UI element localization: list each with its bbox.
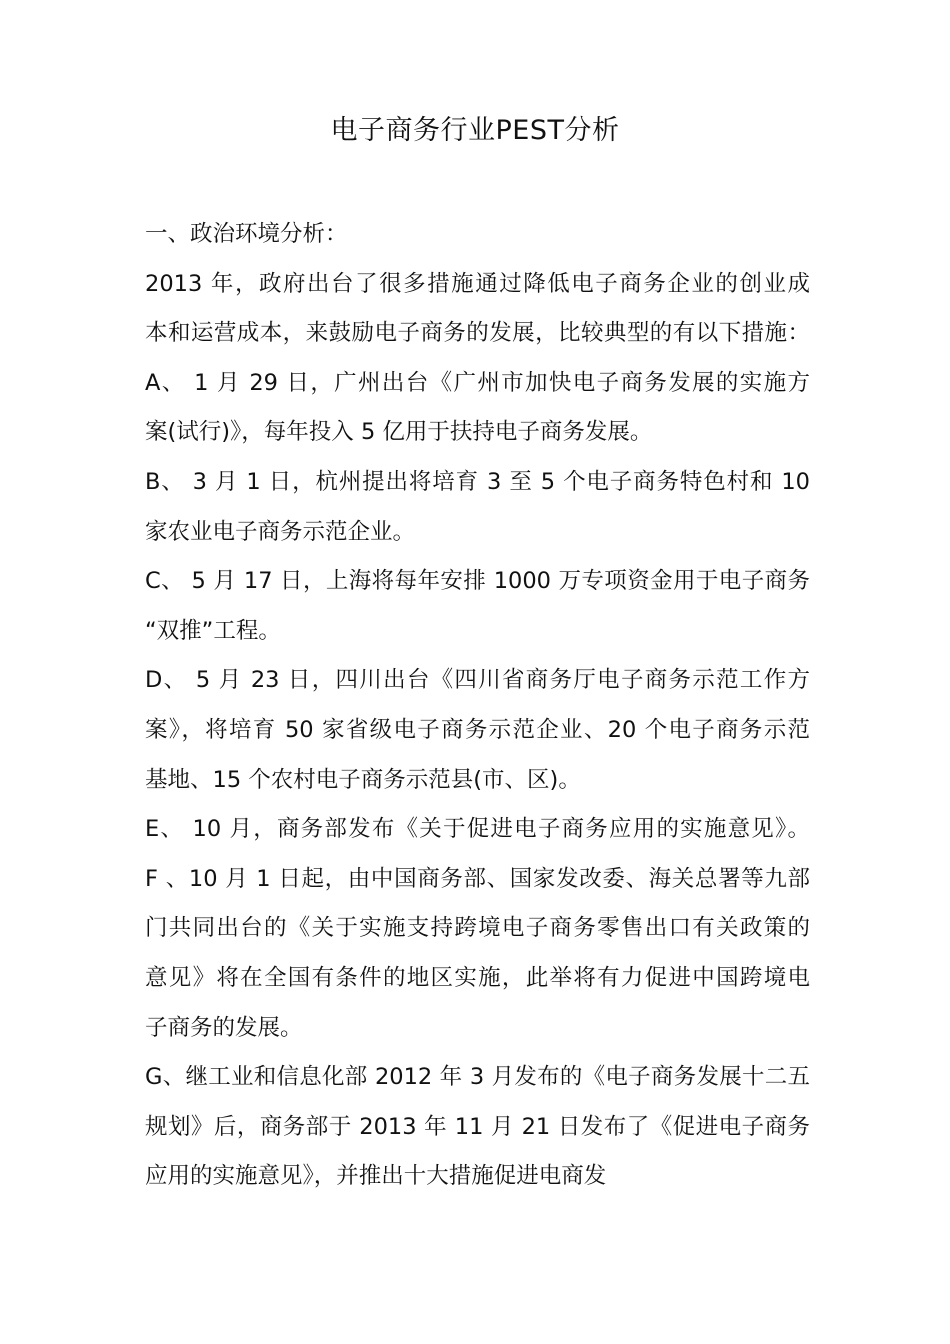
- document-title: 电子商务行业PEST分析: [330, 115, 620, 146]
- section-heading: 一、政治环境分析：: [145, 221, 348, 247]
- paragraph-line: D、 5 月 23 日，四川出台《四川省商务厅电子商务示范工作方: [145, 667, 810, 694]
- paragraph-line: 门共同出台的《关于实施支持跨境电子商务零售出口有关政策的: [145, 915, 810, 942]
- paragraph-line: 规划》后，商务部于 2013 年 11 月 21 日发布了《促进电子商务: [145, 1113, 810, 1140]
- paragraph-line: 本和运营成本，来鼓励电子商务的发展，比较典型的有以下措施：: [145, 320, 810, 347]
- paragraph-line: A、 1 月 29 日，广州出台《广州市加快电子商务发展的实施方: [145, 369, 810, 396]
- paragraph-line: G、继工业和信息化部 2012 年 3 月发布的《电子商务发展十二五: [145, 1064, 810, 1091]
- paragraph-line: “双推”工程。: [145, 617, 281, 644]
- paragraph-line: 子商务的发展。: [145, 1014, 303, 1041]
- paragraph-line: B、 3 月 1 日，杭州提出将培育 3 至 5 个电子商务特色村和 10: [145, 468, 810, 495]
- paragraph-line: E、 10 月，商务部发布《关于促进电子商务应用的实施意见》。: [145, 816, 810, 843]
- paragraph-line: 2013 年，政府出台了很多措施通过降低电子商务企业的创业成: [145, 270, 810, 297]
- paragraph-line: 基地、15 个农村电子商务示范县(市、区)。: [145, 766, 581, 793]
- paragraph-line: 意见》将在全国有条件的地区实施，此举将有力促进中国跨境电: [145, 964, 810, 991]
- paragraph-line: 案(试行)》，每年投入 5 亿用于扶持电子商务发展。: [145, 419, 653, 446]
- document-body: [145, 210, 810, 1202]
- paragraph-line: C、 5 月 17 日，上海将每年安排 1000 万专项资金用于电子商务: [145, 568, 810, 595]
- paragraph-line: 家农业电子商务示范企业。: [145, 518, 416, 545]
- paragraph-line: F 、10 月 1 日起，由中国商务部、国家发改委、海关总署等九部: [145, 865, 810, 892]
- paragraph-line: 案》，将培育 50 家省级电子商务示范企业、20 个电子商务示范: [145, 716, 810, 743]
- paragraph-line: 应用的实施意见》，并推出十大措施促进电商发: [145, 1163, 607, 1190]
